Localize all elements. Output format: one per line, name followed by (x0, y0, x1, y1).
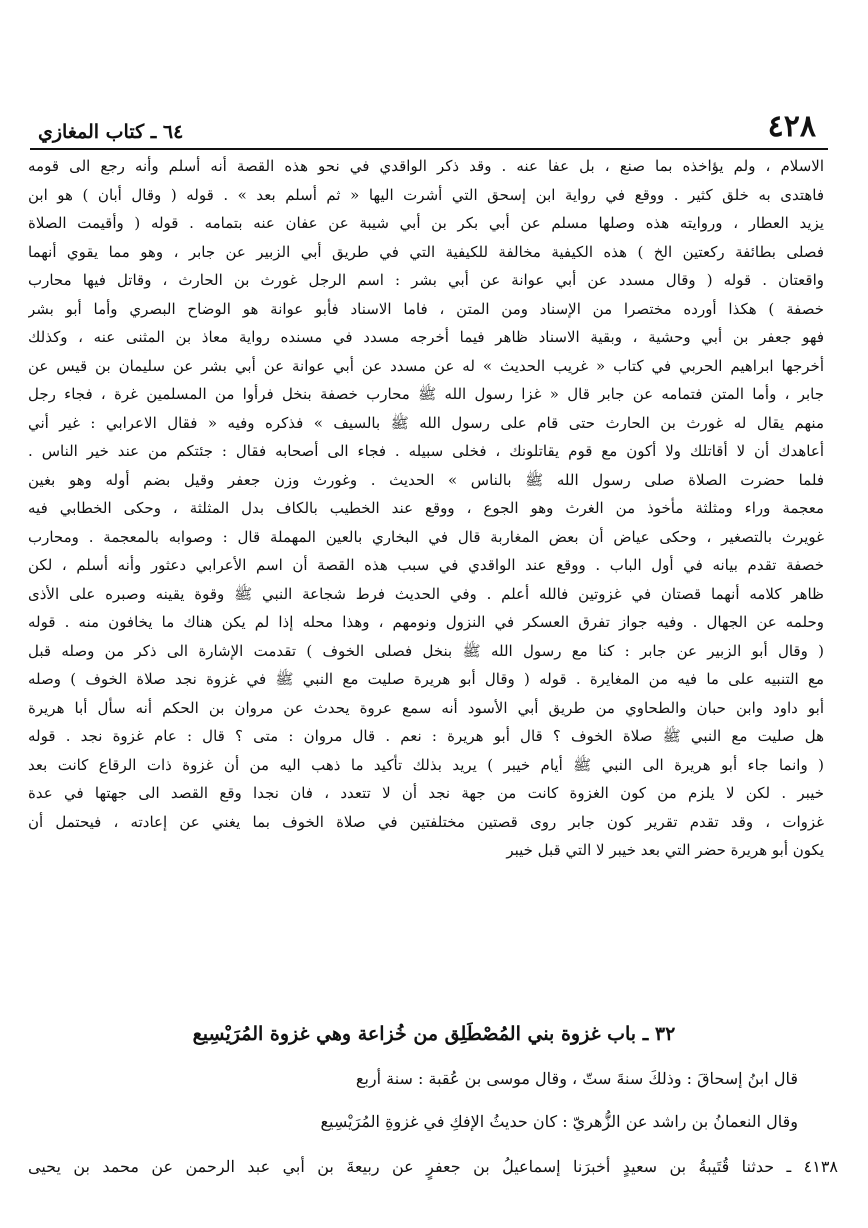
text-line: منهم يقال له غورث بن الحارث حتى قام على رسول الله ﷺ بالسيف » فذكره وفيه « فقال الاعرابي : غير أني (28, 413, 824, 432)
narration-line: قال ابنُ إسحاقَ : وذلكَ سنةَ ستّ ، وقال موسى بن عُقبة : سنة أربع (355, 1069, 798, 1088)
page-header (30, 92, 828, 142)
commentary-text (28, 152, 824, 865)
text-line: خصفة تقدم بيانه في أول الباب . ووقع عند الواقدي في سبب هذه القصة أن اسم الأعرابي دعثور وأنه أسلم ، لكن (28, 556, 824, 574)
text-line: ( وانما جاء أبو هريرة الى النبي ﷺ أيام خيبر ) يريد بذلك تأكيد ما ذهب اليه من أن غزوة ذات الرقاع كانت بعد (28, 755, 824, 774)
running-title: ٦٤ ـ كتاب المغازي (38, 121, 184, 143)
text-line: جابر ، وأما المتن فتمامه عن جابر قال « غزا رسول الله ﷺ محارب خصفة بنخل فرأوا من المسلمين غرة ، فجاء رجل (28, 385, 824, 403)
text-line: خصفة ) هكذا أورده مختصرا من الإسناد ومن المتن ، فاما الاسناد فأبو عوانة هو الوضاح البصري وأما أبو بشر (28, 299, 824, 318)
text-line: الاسلام ، ولم يؤاخذه بما صنع ، بل عفا عنه . وقد ذكر الواقدي في نحو هذه القصة أنه أسلم وأنه رجع الى قومه (28, 157, 824, 175)
text-line: فهو جعفر بن أبي وحشية ، وبقية الاسناد ظاهر فيما أخرجه مسدد في مسنده رواية معاذ بن المثنى عنه ، وكذلك (28, 328, 824, 346)
chapter-heading: ٣٢ ـ باب غزوة بني المُصْطَلِق من خُزاعة وهي غزوة المُرَيْسِيع (192, 1023, 676, 1045)
text-line: ظاهر كلامه أنهما قصتان في غزوتين فالله أعلم . وفي الحديث فرط شجاعة النبي ﷺ وقوة يقينه وصبره على الأذى (28, 584, 824, 603)
text-line: أخرجها ابراهيم الحربي في كتاب « غريب الحديث » له عن مسدد عن أبي عوانة عن أبي بشر عن سليمان بن قيس عن (28, 356, 824, 375)
text-line: واقعتان . قوله ( وقال مسدد عن أبي عوانة عن أبي بشر : اسم الرجل غورث بن الحارث ، وقاتل فيها محارب (28, 271, 824, 289)
text-line: غزوات ، وقد تقدم تقرير كون جابر روى قصتين مختلفتين في صلاة الخوف بما يغني عن إعادته ، فيحتمل أن (28, 812, 824, 831)
text-line: أعاهدك أن لا أقاتلك ولا أكون مع قوم يقاتلونك ، فخلى سبيله . فجاء الى أصحابه فقال : جئتكم من عند خير الناس . (28, 442, 824, 460)
text-line: ( وقال أبو الزبير عن جابر : كنا مع رسول الله ﷺ بنخل فصلى الخوف ) تقدمت الإشارة الى ذكر من وصله قبل (28, 641, 824, 660)
page-number: ٤٢٨ (767, 109, 816, 144)
text-line: يكون أبو هريرة حضر التي بعد خيبر لا التي قبل خيبر (506, 841, 824, 859)
header-rule (30, 148, 828, 150)
text-line: مع التنبيه على ما فيه من المغايرة . قوله ( وقال أبو هريرة صليت مع النبي ﷺ في غزوة نجد صلاة الخوف ) وصله (28, 670, 824, 688)
text-line: معجمة وراء ومثلثة مأخوذ من الغرث وهو الجوع ، ووقع عند الخطيب بالكاف بدل المثلثة ، وحكى الخطابي فيه (28, 499, 824, 517)
text-line: أبو داود وابن حبان والطحاوي من طريق أبي الأسود أنه سمع عروة يحدث عن مروان بن الحكم أنه سأل أبا هريرة (28, 698, 824, 717)
narration-line: وقال النعمانُ بن راشد عن الزُّهريّ : كان حديثُ الإفكِ في غزوةِ المُرَيْسِيع (320, 1112, 798, 1131)
text-line: فاهتدى به خلق كثير . ووقع في رواية ابن إسحق التي أشرت اليها « ثم أسلم بعد » . قوله ( وقال أبان ) هو ابن (28, 185, 824, 204)
text-line: غويرث بالتصغير ، وحكى عياض أن بعض المغاربة قال في البخاري بالعين المهملة قال : وصوابه بالمعجمة . ومحارب (28, 527, 824, 546)
text-line: فصلى بطائفة ركعتين الخ ) هذه الكيفية مخالفة للكيفية التي في طريق أبي الزبير عن جابر ، وهو مما يقوي أنهما (28, 242, 824, 261)
text-line: خيبر . لكن لا يلزم من كون الغزوة كانت من جهة نجد أن لا تتعدد ، فان نجدا وقع القصد الى جهتها في عدة (28, 784, 824, 802)
text-line: هل صليت مع النبي ﷺ صلاة الخوف ؟ قال أبو هريرة : نعم . قال مروان : متى ؟ قال : عام غزوة نجد . قوله (28, 727, 824, 745)
text-line: يزيد العطار ، وروايته هذه وصلها مسلم عن أبي بكر بن أبي شيبة عن عفان عنه بتمامه . قوله ( وأقيمت الصلاة (28, 214, 824, 232)
hadith-line: ٤١٣٨ ـ حدثنا قُتَيبةُ بن سعيدٍ أخبرَنا إسماعيلُ بن جعفرٍ عن ربيعةَ بن أبي عبد الرحمن عن محمد بن يحيى (28, 1157, 838, 1176)
text-line: وحلمه عن الجهال . وفيه جواز تفرق العسكر في النزول ونومهم ، وهذا محله إذا لم يكن هناك ما يخافون منه . قوله (28, 613, 824, 631)
text-line: فلما حضرت الصلاة صلى رسول الله ﷺ بالناس » الحديث . وغورث وزن جعفر وقيل بضم أوله وهو بغين (28, 470, 824, 489)
